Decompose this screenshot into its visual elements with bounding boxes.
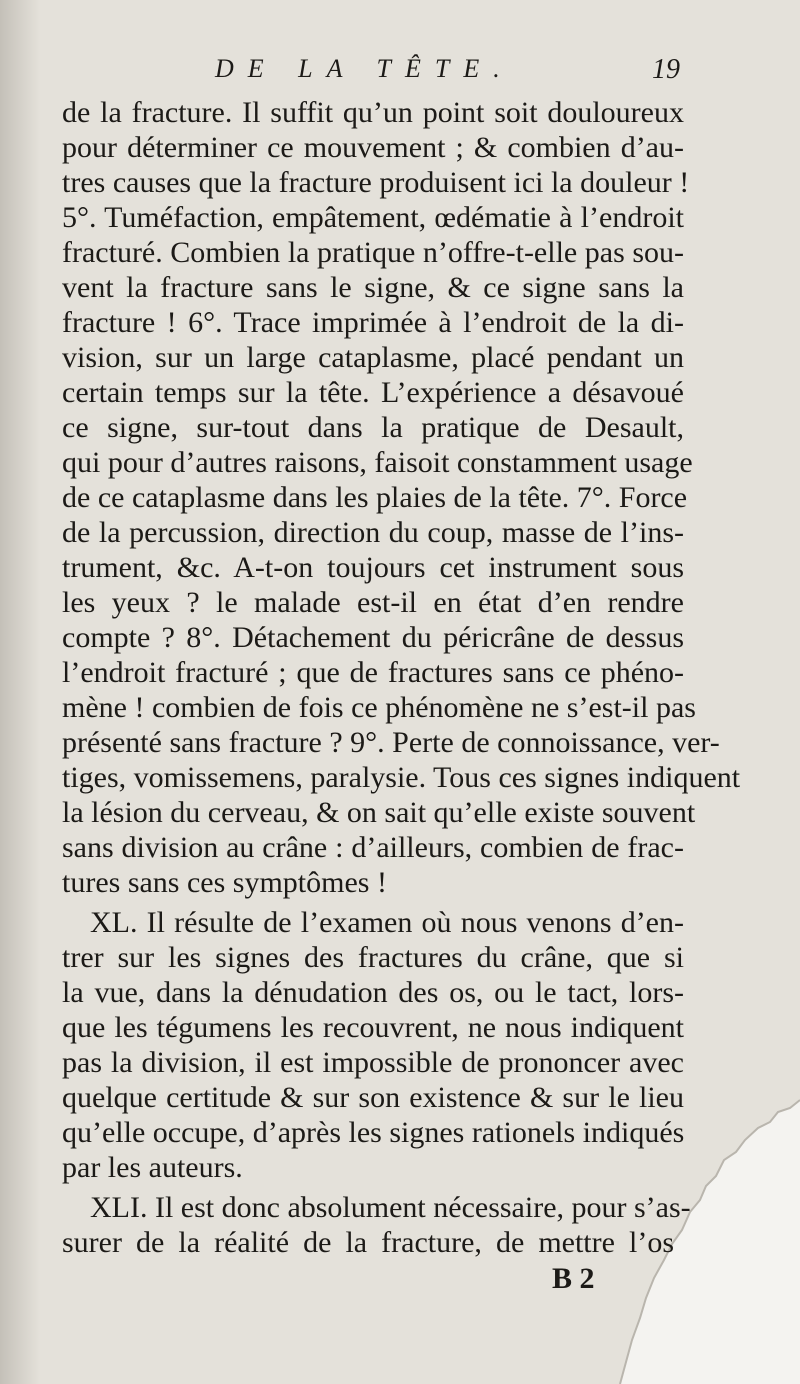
page-number: 19 (652, 54, 680, 85)
text-line: la vue, dans la dénudation des os, ou le tact, lors- (62, 976, 684, 1009)
text-line: ce signe, sur-tout dans la pratique de Desault, (62, 411, 684, 444)
text-line: vision, sur un large cataplasme, placé pendant un (62, 341, 684, 374)
text-line: que les tégumens les recouvrent, ne nous indiquent (62, 1011, 684, 1044)
text-line: quelque certitude & sur son existence & sur le lieu (62, 1081, 684, 1114)
text-line: de la fracture. Il suffit qu’un point soit douloureux (62, 96, 684, 129)
text-line: qui pour d’autres raisons, faisoit constamment usage (62, 446, 693, 479)
text-line: l’endroit fracturé ; que de fractures sans ce phéno- (62, 656, 684, 689)
text-line: pour déterminer ce mouvement ; & combien d’au- (62, 131, 684, 164)
text-line: tres causes que la fracture produisent ici la douleur ! (62, 166, 690, 199)
text-line: tures sans ces symptômes ! (62, 866, 387, 899)
text-line: 5°. Tuméfaction, empâtement, œdématie à l’endroit (62, 201, 684, 234)
section-start-line: XLI. Il est donc absolument nécessaire, pour s’as- (90, 1191, 691, 1224)
text-line: de la percussion, direction du coup, masse de l’ins- (62, 516, 684, 549)
signature-mark: B 2 (552, 1262, 595, 1295)
text-line: qu’elle occupe, d’après les signes rationels indiqués (62, 1116, 685, 1149)
text-line: par les auteurs. (62, 1151, 243, 1184)
text-line: de ce cataplasme dans les plaies de la tête. 7°. Force (62, 481, 688, 514)
text-line: vent la fracture sans le signe, & ce signe sans la (62, 271, 684, 304)
running-head (0, 54, 800, 88)
text-line: présenté sans fracture ? 9°. Perte de connoissance, ver- (62, 726, 720, 759)
text-line: mène ! combien de fois ce phénomène ne s’est-il pas (62, 691, 696, 724)
text-line: pas la division, il est impossible de prononcer avec (62, 1046, 684, 1079)
text-line: sans division au crâne : d’ailleurs, combien de frac- (62, 831, 684, 864)
text-line: trer sur les signes des fractures du crâne, que si (62, 941, 684, 974)
text-line: certain temps sur la tête. L’expérience a désavoué (62, 376, 684, 409)
text-line: fracturé. Combien la pratique n’offre-t-elle pas sou- (62, 236, 684, 269)
running-title: DE LA TÊTE. (215, 54, 514, 83)
text-line: compte ? 8°. Détachement du péricrâne de dessus (62, 621, 684, 654)
text-line: fracture ! 6°. Trace imprimée à l’endroit de la di- (62, 306, 684, 339)
text-line: surer de la réalité de la fracture, de mettre l’os (62, 1226, 674, 1259)
text-line: les yeux ? le malade est-il en état d’en rendre (62, 586, 684, 619)
text-line: tiges, vomissemens, paralysie. Tous ces signes indiquent (62, 761, 741, 794)
section-start-line: XL. Il résulte de l’examen où nous venons d’en- (90, 906, 684, 939)
text-line: la lésion du cerveau, & on sait qu’elle existe souvent (62, 796, 696, 829)
text-line: trument, &c. A-t-on toujours cet instrument sous (62, 551, 684, 584)
